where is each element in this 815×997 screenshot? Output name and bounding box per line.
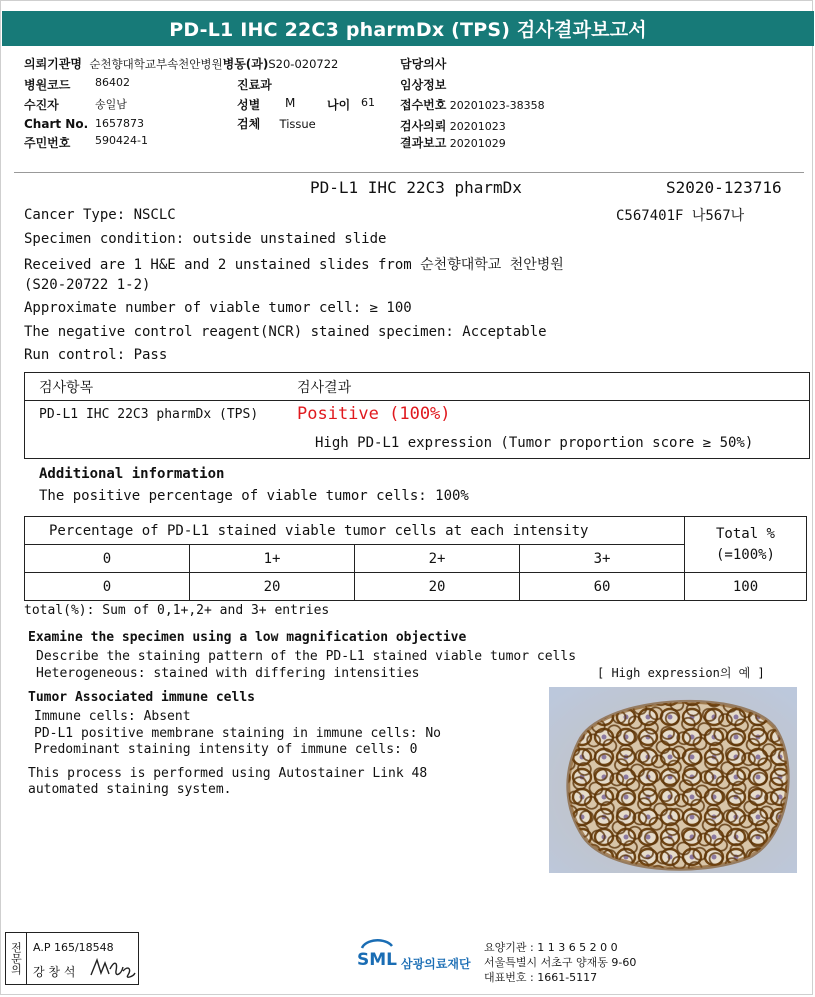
report-date-value: 20201029 [449,137,506,150]
examine-heading: Examine the specimen using a low magnification objective [28,630,467,645]
header-doctor [400,55,446,72]
patient-label: 수진자 [24,98,59,112]
intensity-table [24,516,807,601]
immune-line-3: Predominant staining intensity of immune cells: 0 [34,742,418,757]
chart-value: 1657873 [95,117,144,130]
specimen-value: Tissue [279,117,316,131]
header-clinical-info [400,76,446,93]
pathologist-stamp [5,932,139,985]
value-3plus: 60 [520,573,685,601]
process-line-2: automated staining system. [28,782,232,797]
institution-label: 의뢰기관명 [24,57,82,71]
patient-value: 송일남 [95,98,127,111]
report-title-bar [2,11,814,46]
header-institution [24,55,338,72]
cancer-type: Cancer Type: NSCLC [24,207,176,223]
examine-line-2: Heterogeneous: stained with differing intensities [36,666,420,681]
report-date-label: 결과보고 [400,136,447,150]
ihc-micrograph [549,687,797,873]
intensity-footnote: total(%): Sum of 0,1+,2+ and 3+ entries [24,603,330,618]
department-label: 진료과 [237,78,272,92]
ncr-status: The negative control reagent(NCR) stained specimen: Acceptable [24,324,547,340]
sex-label: 성별 [237,98,261,112]
result-table-divider [25,400,809,401]
receipt-no-label: 접수번호 [400,98,447,112]
org-address: 서울특별시 서초구 양재동 9-60 [484,956,637,969]
signature-icon [88,955,136,981]
id-label: 주민번호 [24,136,71,150]
header-hospital-code [24,76,130,93]
ap-number: A.P 165/18548 [33,941,114,954]
sml-logo-icon [356,938,396,972]
age-label: 나이 [327,98,351,112]
total-header-cell [685,517,807,573]
result-col-item: 검사항목 [39,380,94,396]
sex-value: M [285,96,296,110]
header-sex-age [237,96,387,113]
result-positive: Positive (100%) [297,404,451,424]
id-value: 590424-1 [95,134,148,147]
header-department [237,76,272,93]
viable-cells: Approximate number of viable tumor cell: ≥ 100 [24,300,412,316]
result-item: PD-L1 IHC 22C3 pharmDx (TPS) [39,407,259,422]
image-caption: [ High expression의 예 ] [597,666,765,680]
stamp-vertical-label: 전문의 [6,933,27,984]
additional-heading: Additional information [39,466,225,482]
test-name-heading: PD-L1 IHC 22C3 pharmDx [310,178,522,197]
header-id [24,134,148,151]
org-name: 삼광의료재단 [401,957,471,971]
block-id: C567401F 나567나 [616,208,745,224]
ward-value: S20-020722 [268,57,339,71]
result-col-result: 검사결과 [297,380,352,396]
header-patient [24,96,127,113]
received-id: (S20-20722 1-2) [24,277,151,293]
received-info: Received are 1 H&E and 2 unstained slides from 순천향대학교 천안병원 [24,257,564,273]
examine-line-1: Describe the staining pattern of the PD-L1 stained viable tumor cells [36,649,577,664]
org-phone: 대표번호 : 1661-5117 [484,971,598,984]
institution-value: 순천향대학교부속천안병원 [89,57,223,71]
level-2plus: 2+ [355,545,520,573]
header-request-date [400,117,506,134]
level-1plus: 1+ [190,545,355,573]
ward-label: 병동(과) [222,57,269,71]
doctor-label: 담당의사 [400,57,447,71]
request-date-label: 검사의뢰 [400,119,447,133]
immune-heading: Tumor Associated immune cells [28,690,255,705]
result-interpretation: High PD-L1 expression (Tumor proportion score ≥ 50%) [315,435,754,451]
immune-line-2: PD-L1 positive membrane staining in immune cells: No [34,726,441,741]
hospital-code-value: 86402 [95,76,130,89]
clinical-info-label: 임상정보 [400,78,447,92]
total-header-1: Total % [715,525,775,542]
result-table [24,372,810,459]
value-total: 100 [685,573,807,601]
specimen-condition: Specimen condition: outside unstained slide [24,231,387,247]
total-header-2: (=100%) [715,546,775,563]
hospital-code-label: 병원코드 [24,78,71,92]
level-0: 0 [25,545,190,573]
process-line-1: This process is performed using Autostainer Link 48 [28,766,428,781]
pathologist-name: 강 창 석 [33,965,76,979]
report-title: PD-L1 IHC 22C3 pharmDx (TPS) 검사결과보고서 [169,19,647,41]
care-institution: 요양기관 : 1 1 3 6 5 2 0 0 [484,941,618,954]
value-1plus: 20 [190,573,355,601]
specimen-label: 검체 [237,117,261,131]
run-control: Run control: Pass [24,347,168,363]
org-logo-text: SML [357,950,397,970]
intensity-header: Percentage of PD-L1 stained viable tumor cells at each intensity [25,517,685,545]
age-value: 61 [361,96,375,109]
chart-label: Chart No. [24,117,89,131]
level-3plus: 3+ [520,545,685,573]
report-id: S2020-123716 [666,178,782,197]
value-0: 0 [25,573,190,601]
request-date-value: 20201023 [449,120,506,133]
value-2plus: 20 [355,573,520,601]
header-separator [14,172,804,173]
additional-text: The positive percentage of viable tumor cells: 100% [39,488,469,504]
receipt-no-value: 20201023-38358 [449,99,545,112]
header-receipt-no [400,96,545,113]
header-report-date [400,134,506,151]
immune-line-1: Immune cells: Absent [34,709,191,724]
header-chart [24,117,144,131]
header-specimen [237,115,316,132]
